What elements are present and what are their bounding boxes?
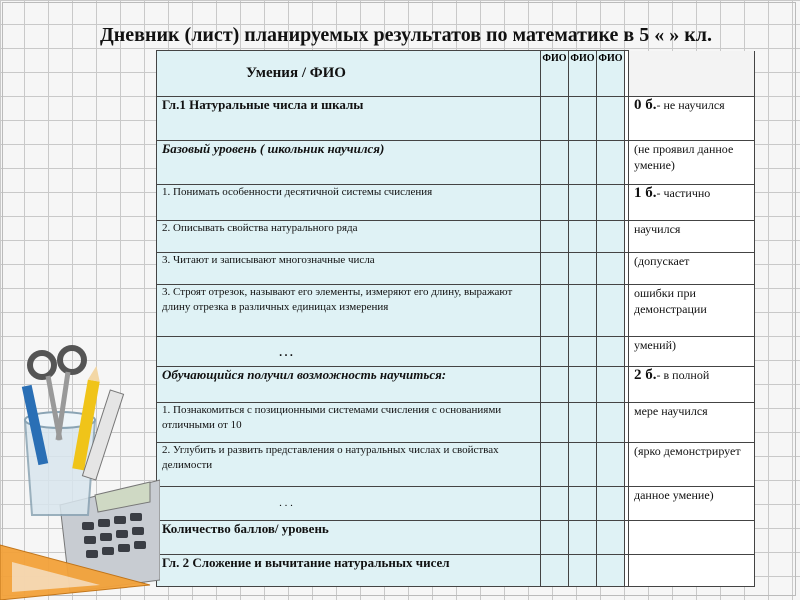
level-label: Обучающийся получил возможность научиться: (157, 367, 541, 403)
table-row (157, 555, 755, 587)
pencil-cup-and-calculator-icon (0, 330, 160, 600)
table-row (157, 185, 755, 221)
fio-column-header: ФИО (541, 51, 569, 97)
score-cell[interactable] (569, 141, 597, 185)
table-row (157, 337, 755, 367)
scale-note (629, 521, 755, 555)
scale-points: 1 б. (634, 185, 657, 201)
skill-label: 2. Описывать свойства натурального ряда (157, 221, 541, 253)
chapter-label: Гл. 2 Сложение и вычитание натуральных чисел (157, 555, 541, 587)
scale-note (629, 443, 755, 487)
table-row (157, 285, 755, 337)
table-row (157, 97, 755, 141)
scale-note (629, 285, 755, 337)
scale-text: - не научился (656, 98, 725, 112)
scale-text: ошибки при демонстрации (634, 286, 707, 316)
scale-text: умений) (634, 338, 677, 352)
score-cell[interactable] (597, 367, 625, 403)
skill-label: 1. Познакомиться с позиционными системами счисления с основаниями отличными от 10 (157, 403, 541, 443)
level-label: Базовый уровень ( школьник научился) (157, 141, 541, 185)
skill-label: 3. Читают и записывают многозначные числа (157, 253, 541, 285)
score-cell[interactable] (597, 97, 625, 141)
score-cell[interactable] (569, 403, 597, 443)
scale-text: научился (634, 222, 681, 236)
score-cell[interactable] (541, 253, 569, 285)
header-row (157, 51, 755, 97)
table-row (157, 141, 755, 185)
scale-note (629, 555, 755, 587)
scale-note (629, 221, 755, 253)
scale-note (629, 403, 755, 443)
scale-text: - в полной (656, 368, 710, 382)
score-cell[interactable] (541, 367, 569, 403)
score-cell[interactable] (597, 185, 625, 221)
skills-header: Умения / ФИО (157, 51, 541, 97)
score-cell[interactable] (569, 521, 597, 555)
scale-note (629, 97, 755, 141)
score-cell[interactable] (541, 141, 569, 185)
score-cell[interactable] (541, 97, 569, 141)
score-cell[interactable] (569, 367, 597, 403)
skill-label: 3. Строят отрезок, называют его элементы, измеряют его длину, выражают длину отрезка в различных единицах измерения (157, 285, 541, 337)
score-cell[interactable] (569, 221, 597, 253)
score-cell[interactable] (541, 221, 569, 253)
score-cell[interactable] (597, 337, 625, 367)
score-cell[interactable] (569, 487, 597, 521)
score-cell[interactable] (569, 555, 597, 587)
chapter-label: Гл.1 Натуральные числа и шкалы (157, 97, 541, 141)
ellipsis-row: . . . (157, 487, 541, 521)
score-cell[interactable] (569, 253, 597, 285)
table-row (157, 367, 755, 403)
score-cell[interactable] (541, 443, 569, 487)
skill-label: 2. Углубить и развить представления о натуральных числах и свойствах делимости (157, 443, 541, 487)
scale-note (629, 337, 755, 367)
scale-text: данное умение) (634, 488, 714, 502)
score-cell[interactable] (569, 285, 597, 337)
scale-text: (допускает (634, 254, 690, 268)
scale-text: (не проявил данное умение) (634, 142, 734, 172)
score-cell[interactable] (597, 487, 625, 521)
score-cell[interactable] (569, 185, 597, 221)
scale-text: мере научился (634, 404, 708, 418)
scale-points: 0 б. (634, 97, 657, 113)
scale-text: - частично (656, 186, 711, 200)
score-cell[interactable] (541, 487, 569, 521)
fio-column-header: ФИО (569, 51, 597, 97)
score-cell[interactable] (541, 185, 569, 221)
table-row (157, 253, 755, 285)
scale-note (629, 253, 755, 285)
score-cell[interactable] (569, 443, 597, 487)
score-cell[interactable] (597, 403, 625, 443)
score-cell[interactable] (541, 521, 569, 555)
page-title: Дневник (лист) планируемых результатов по математике в 5 « » кл. (100, 24, 712, 46)
ellipsis-row: … (157, 337, 541, 367)
score-cell[interactable] (541, 403, 569, 443)
score-cell[interactable] (597, 555, 625, 587)
score-cell[interactable] (569, 337, 597, 367)
scale-note (629, 367, 755, 403)
score-cell[interactable] (569, 97, 597, 141)
table-row (157, 443, 755, 487)
results-table (156, 50, 755, 587)
score-cell[interactable] (597, 443, 625, 487)
score-cell[interactable] (541, 555, 569, 587)
score-cell[interactable] (597, 253, 625, 285)
score-total-label: Количество баллов/ уровень (157, 521, 541, 555)
table-row (157, 521, 755, 555)
fio-column-header: ФИО (597, 51, 625, 97)
score-cell[interactable] (597, 141, 625, 185)
score-cell[interactable] (541, 285, 569, 337)
table-row (157, 403, 755, 443)
scale-note (629, 185, 755, 221)
score-cell[interactable] (541, 337, 569, 367)
table-row (157, 221, 755, 253)
score-cell[interactable] (597, 285, 625, 337)
score-cell[interactable] (597, 521, 625, 555)
scale-header-cell (629, 51, 755, 97)
pencil-cup-icon (22, 348, 124, 515)
scale-text: (ярко демонстрирует (634, 444, 741, 458)
table-row (157, 487, 755, 521)
score-cell[interactable] (597, 221, 625, 253)
scale-note (629, 141, 755, 185)
scale-note (629, 487, 755, 521)
skill-label: 1. Понимать особенности десятичной системы счисления (157, 185, 541, 221)
scale-points: 2 б. (634, 367, 657, 383)
